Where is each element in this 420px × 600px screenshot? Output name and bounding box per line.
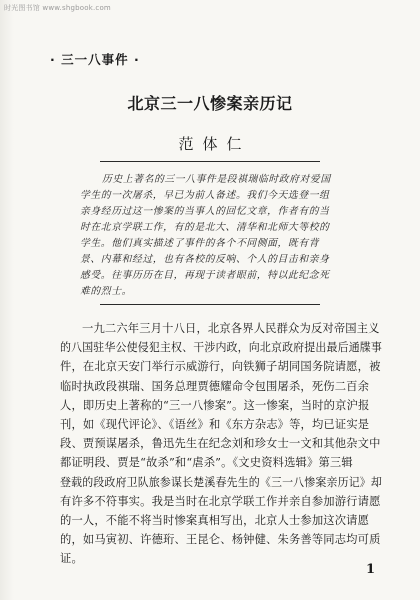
editor-abstract bbox=[80, 172, 370, 300]
body-line: 一九二六年三月十八日，北京各界人民群众为反对帝国主义 bbox=[82, 322, 380, 335]
watermark: 时光图书馆 www.shgbook.com bbox=[4, 4, 111, 12]
abstract-line: 亲身经历过这一惨案的当事人的回忆文章，作者有的当 bbox=[80, 206, 330, 217]
abstract-line: 景、内幕和经过，也有各校的反响、个人的目击和亲身 bbox=[80, 254, 330, 265]
body-line: 都证明段、贾是“故杀”和“虐杀”。《文史资料选辑》第三辑 bbox=[60, 456, 353, 470]
body-line: 的，如马寅初、许德珩、王昆仑、杨钟健、朱务善等同志均可质 bbox=[60, 533, 381, 547]
abstract-line: 难的烈士。 bbox=[80, 286, 132, 297]
body-line: 登载的段政府卫队旅参谋长楚溪春先生的《三一八惨案亲历记》却 bbox=[60, 475, 383, 489]
article-body bbox=[60, 319, 382, 569]
body-line: 临时执政段祺瑞、国务总理贾德耀命令包围屠杀，死伤二百余 bbox=[60, 379, 370, 393]
abstract-line: 感受。往事历历在目，再现于读者眼前，特以此纪念死 bbox=[80, 270, 330, 281]
abstract-line: 学生的一次屠杀，早已为前人备述。我们今天选登一组 bbox=[80, 190, 330, 201]
body-line: 的八国驻华公使侵犯主权、干涉内政，向北京政府提出最后通牒事 bbox=[60, 341, 383, 355]
body-line: 有许多不符事实。我是当时在北京学联工作并亲自参加游行请愿 bbox=[60, 494, 381, 508]
body-line: 人，即历史上著称的“三一八惨案”。这一惨案，当时的京沪报 bbox=[60, 398, 370, 412]
series-title: · 三一八事件 · bbox=[50, 52, 140, 67]
abstract-line: 学生。他们真实描述了事件的各个不同侧面，既有背 bbox=[80, 238, 320, 249]
body-line: 的一人，不能不将当时惨案真相写出，北京人士参加这次请愿 bbox=[60, 514, 370, 528]
body-line: 件，在北京天安门举行示威游行，向铁狮子胡同国务院请愿，被 bbox=[60, 360, 381, 374]
abstract-top-rule bbox=[100, 161, 320, 162]
abstract-line: 历史上著名的三一八事件是段祺瑞临时政府对爱国 bbox=[102, 174, 331, 185]
body-line: 证。 bbox=[60, 552, 83, 566]
abstract-bottom-rule bbox=[100, 304, 320, 305]
body-line: 刊，如《现代评论》、《语丝》和《东方杂志》等，均已证实是 bbox=[60, 418, 370, 432]
page-number: 1 bbox=[366, 562, 376, 577]
article-title: 北京三一八惨案亲历记 bbox=[127, 94, 293, 113]
article-author: 范体仁 bbox=[178, 135, 251, 153]
abstract-line: 时在北京学联工作，有的是北大、清华和北师大等校的 bbox=[80, 222, 330, 233]
body-line: 段、贾预谋屠杀，鲁迅先生在纪念刘和珍女士一文和其他杂文中 bbox=[60, 437, 381, 451]
